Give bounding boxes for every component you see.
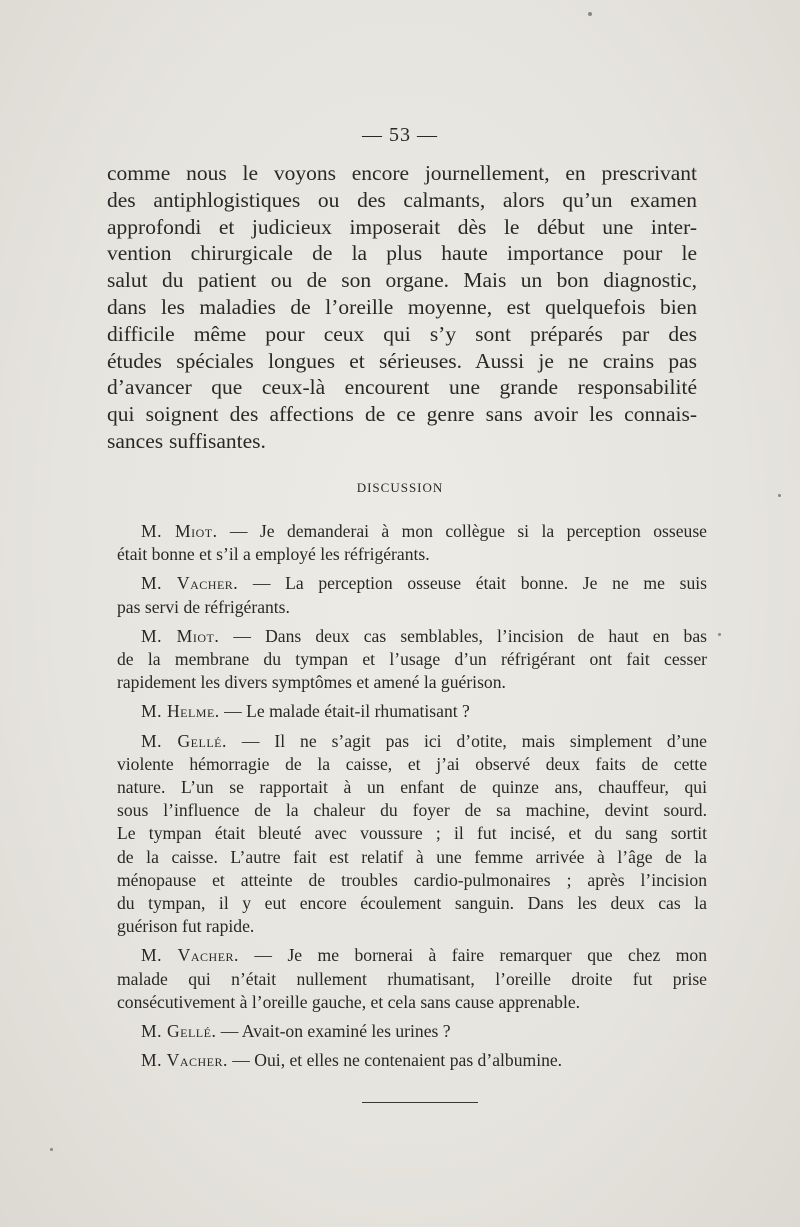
text-line: sous l’influence de la chaleur du foyer de sa machine, devint sourd. [117,800,707,821]
speaker-name: M. Helme. [141,701,220,722]
speech-text: — Dans deux cas semblables, l’incision de haut en bas [219,625,707,646]
discussion-paragraph [117,1020,707,1043]
speaker-name: M. Vacher. [141,573,239,594]
text-line: d’avancer que ceux-là encourent une grande responsabilité [107,375,697,400]
text-line: violente hémorragie de la caisse, et j’ai observé deux faits de cette [117,753,707,774]
text-line: guérison fut rapide. [117,916,255,937]
discussion-paragraph [117,625,707,695]
text-line: ménopause et atteinte de troubles cardio-pulmonaires ; après l’incision [117,869,707,890]
text-line: vention chirurgicale de la plus haute importance pour le [107,241,697,266]
text-line: nature. L’un se rapportait à un enfant de quinze ans, chauffeur, qui [117,777,707,798]
discussion-paragraph [117,520,707,566]
text-line: Le tympan était bleuté avec voussure ; il fut incisé, et du sang sortit [117,823,707,844]
discussion-paragraph [117,572,707,618]
text-line [117,700,707,723]
speech-text: — Oui, et elles ne contenaient pas d’albumine. [227,1050,563,1071]
text-line: de la membrane du tympan et l’usage d’un réfrigérant ont fait cesser [117,649,707,670]
paper-speck [588,12,592,16]
speaker-name: M. Miot. [141,625,220,646]
closing-rule [362,1102,478,1103]
text-line: comme nous le voyons encore journellement, en prescrivant [107,161,697,185]
text-line: dans les maladies de l’oreille moyenne, est quelquefois bien [107,294,697,319]
speech-text: — Je demanderai à mon collègue si la perception osseuse [217,521,707,541]
text-line: des antiphlogistiques ou des calmants, alors qu’un examen [107,187,697,212]
section-heading: DISCUSSION [356,480,444,495]
text-line: approfondi et judicieux imposerait dès le début une inter- [107,214,697,239]
speech-text: — La perception osseuse était bonne. Je ne me suis [238,573,707,594]
speaker-name: M. Gellé. [141,1021,217,1042]
speech-text: — Il ne s’agit pas ici d’otite, mais simplement d’une [226,730,707,751]
text-line: rapidement les divers symptômes et amené la guérison. [117,672,506,693]
speaker-name: M. Vacher. [141,1050,228,1071]
text-line [117,625,707,648]
page-number: — 53 — [362,124,438,146]
text-line: difficile même pour ceux qui s’y sont préparés par des [107,321,697,346]
paper-speck [50,1148,53,1151]
text-line: salut du patient ou de son organe. Mais un bon diagnostic, [107,268,697,293]
text-line [117,944,707,967]
speech-text: — Je me bornerai à faire remarquer que chez mon [238,945,707,966]
text-line: sances suffisantes. [107,428,266,453]
text-line: études spéciales longues et sérieuses. Aussi je ne crains pas [107,348,697,373]
paper-speck [778,494,781,497]
discussion-paragraph [117,944,707,1014]
text-line: qui soignent des affections de ce genre sans avoir les connais- [107,402,697,427]
text-line: malade qui n’était nullement rhumatisant, l’oreille droite fut prise [117,968,707,989]
text-line [117,1049,707,1072]
discussion-section [117,520,707,1078]
text-line [117,1020,707,1043]
speaker-name: M. Miot. [141,521,218,541]
speech-text: — Avait-on examiné les urines ? [216,1021,451,1042]
text-line: du tympan, il y eut encore écoulement sanguin. Dans les deux cas la [117,893,707,914]
speech-text: — Le malade était-il rhumatisant ? [219,701,470,722]
text-line: consécutivement à l’oreille gauche, et cela sans cause apprenable. [117,991,581,1012]
speaker-name: M. Vacher. [141,945,239,966]
text-line [117,572,707,595]
discussion-paragraph [117,700,707,723]
discussion-paragraph [117,1049,707,1072]
text-line [117,730,707,753]
text-line [117,520,707,543]
discussion-paragraph [117,730,707,939]
speaker-name: M. Gellé. [141,730,227,751]
paper-speck [718,633,721,636]
text-line: de la caisse. L’autre fait est relatif à une femme arrivée à l’âge de la [117,846,707,867]
text-line: était bonne et s’il a employé les réfrigérants. [117,544,430,565]
text-line: pas servi de réfrigérants. [117,596,290,617]
intro-paragraph [107,160,697,455]
